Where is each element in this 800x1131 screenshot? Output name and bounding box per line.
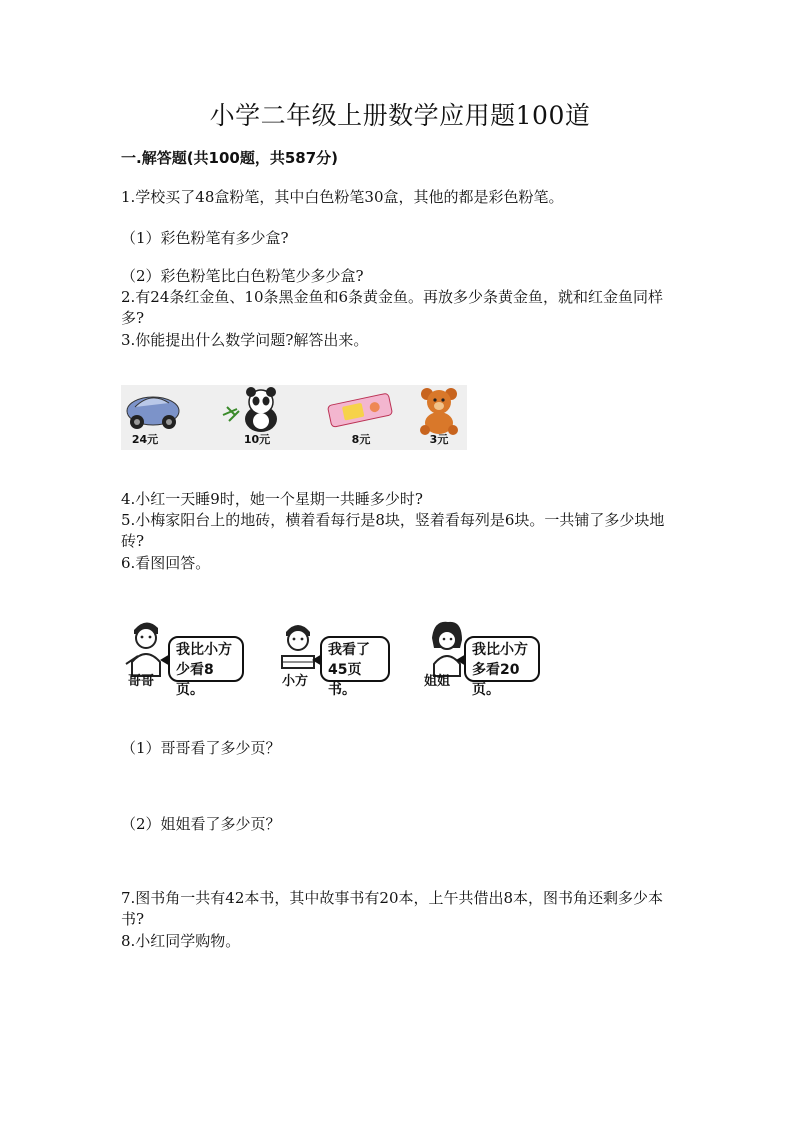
bubble-line-2: 多看20页。 bbox=[472, 662, 520, 698]
xiaofang-figure bbox=[272, 612, 402, 698]
question-1: 1.学校买了48盒粉笔，其中白色粉笔30盒，其他的都是彩色粉笔。 bbox=[121, 188, 564, 206]
teddy-bear-icon bbox=[411, 385, 471, 435]
bubble-line-2: 45页书。 bbox=[328, 662, 362, 698]
price-label: 3元 bbox=[429, 433, 449, 446]
price-label: 10元 bbox=[243, 433, 271, 446]
question-5: 5.小梅家阳台上的地砖，横着看每行是8块，竖着看每列是6块。一共铺了多少块地砖? bbox=[121, 511, 665, 550]
bubble-line-1: 我比小方 bbox=[176, 642, 232, 658]
question-2: 2.有24条红金鱼、10条黑金鱼和6条黄金鱼。再放多少条黄金鱼，就和红金鱼同样多? bbox=[121, 288, 664, 327]
speaker-name: 姐姐 bbox=[424, 674, 451, 689]
price-label: 24元 bbox=[131, 433, 159, 446]
sister-figure bbox=[420, 612, 550, 698]
panda-icon bbox=[219, 385, 299, 435]
bubble-line-1: 我比小方 bbox=[472, 642, 528, 658]
question-4: 4.小红一天睡9时，她一个星期一共睡多少时? bbox=[121, 490, 423, 508]
question-6: 6.看图回答。 bbox=[121, 554, 211, 572]
section-heading: 一.解答题(共100题，共587分) bbox=[121, 149, 339, 167]
question-6-part-1: （1）哥哥看了多少页？ bbox=[121, 739, 281, 757]
question-1-part-1: （1）彩色粉笔有多少盒? bbox=[121, 229, 289, 247]
speaker-name: 小方 bbox=[282, 674, 309, 689]
question-3: 3.你能提出什么数学问题?解答出来。 bbox=[121, 331, 369, 349]
speech-bubble bbox=[168, 636, 244, 698]
question-1-part-2: （2）彩色粉笔比白色粉笔少多少盒? bbox=[121, 267, 364, 285]
toy-car-item bbox=[121, 385, 201, 450]
boy-reading-icon bbox=[276, 618, 322, 678]
question-7: 7.图书角一共有42本书，其中故事书有20本，上午共借出8本，图书角还剩多少本书? bbox=[121, 889, 664, 928]
speaker-name: 哥哥 bbox=[128, 674, 155, 689]
speech-bubble bbox=[464, 636, 540, 698]
price-strip-image bbox=[121, 385, 467, 450]
question-8: 8.小红同学购物。 bbox=[121, 932, 241, 950]
boy-drawing-icon bbox=[124, 618, 170, 678]
panda-item bbox=[219, 385, 299, 450]
pencil-case-icon bbox=[321, 385, 401, 435]
price-label: 8元 bbox=[351, 433, 371, 446]
question-6-part-2: （2）姐姐看了多少页？ bbox=[121, 815, 281, 833]
speech-bubble bbox=[320, 636, 390, 698]
bubble-line-2: 少看8页。 bbox=[176, 662, 214, 698]
teddy-bear-item bbox=[411, 385, 491, 450]
bubble-line-1: 我看了 bbox=[328, 642, 370, 658]
brother-figure bbox=[120, 612, 270, 698]
pencil-case-item bbox=[321, 385, 401, 450]
toy-car-icon bbox=[121, 385, 201, 435]
page-title: 小学二年级上册数学应用题100道 bbox=[209, 101, 591, 130]
